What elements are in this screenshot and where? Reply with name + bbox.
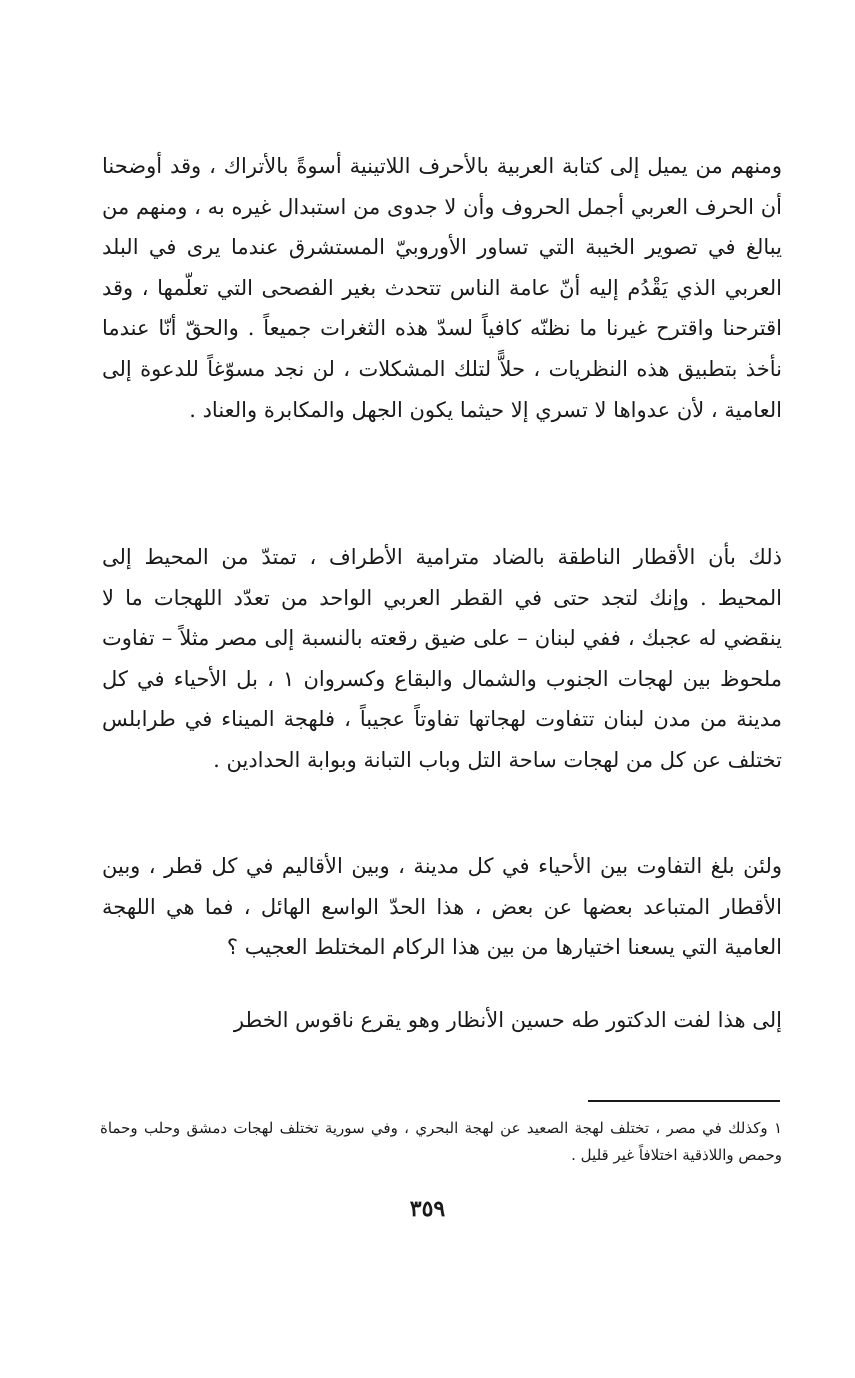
page-number: ٣٥٩: [409, 1196, 446, 1222]
footnote: ١ وكذلك في مصر ، تختلف لهجة الصعيد عن لهجة البحري ، وفي سورية تختلف لهجات دمشق وحلب وحماة وحمص واللاذقية اختلافاً غير قليل .: [100, 1119, 782, 1164]
paragraph-3: ولئن بلغ التفاوت بين الأحياء في كل مدينة ، وبين الأقاليم في كل قطر ، وبين الأقطار المتباعد بعضها عن بعض ، هذا الحدّ الواسع الهائل ، فما هي اللهجة العامية التي يسعنا اختيارها من بين هذا الركام المختلط العجيب ؟: [102, 854, 782, 960]
paragraph-1: ومنهم من يميل إلى كتابة العربية بالأحرف اللاتينية أسوةً بالأتراك ، وقد أوضحنا أن الحرف العربي أجمل الحروف وأن لا جدوى من استبدال غيره به ، ومنهم من يبالغ في تصوير الخيبة التي تساور الأوروبيّ المستشرق عندما يرى في البلد العربي الذي يَقْدُم إليه أنّ عامة الناس تتحدث بغير الفصحى التي تعلّمها ، وقد اقترحنا واقترح غيرنا ما نظنّه كافياً لسدّ هذه الثغرات جميعاً . والحقّ أنّا عندما نأخذ بتطبيق هذه النظريات ، حلاًّ لتلك المشكلات ، لن نجد مسوّغاً للدعوة إلى العامية ، لأن عدواها لا تسري إلا حيثما يكون الجهل والمكابرة والعناد .: [102, 154, 782, 422]
footnote-separator: [588, 1100, 780, 1102]
paragraph-2: ذلك بأن الأقطار الناطقة بالضاد مترامية الأطراف ، تمتدّ من المحيط إلى المحيط . وإنك لتجد حتى في القطر العربي الواحد من تعدّد اللهجات ما لا ينقضي له عجبك ، ففي لبنان – على ضيق رقعته بالنسبة إلى مصر مثلاً – تفاوت ملحوظ بين لهجات الجنوب والشمال والبقاع وكسروان ١ ، بل الأحياء في كل مدينة من مدن لبنان تتفاوت لهجاتها تفاوتاً عجيباً ، فلهجة الميناء في طرابلس تختلف عن كل من لهجات ساحة التل وباب التبانة وبوابة الحدادين .: [102, 545, 782, 772]
paragraph-4: إلى هذا لفت الدكتور طه حسين الأنظار وهو يقرع ناقوس الخطر: [233, 1008, 782, 1032]
